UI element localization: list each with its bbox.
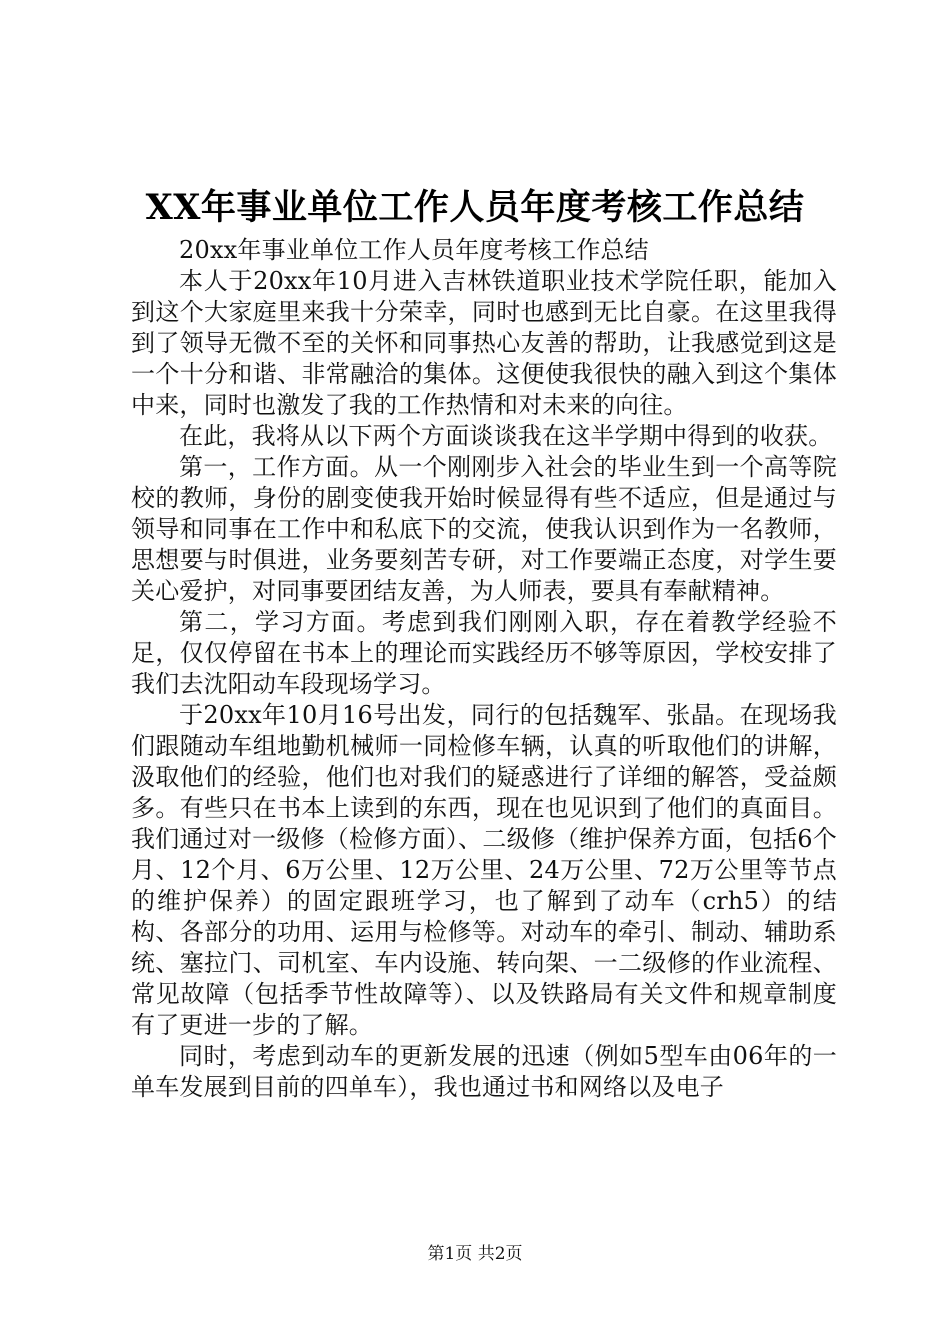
body-paragraph: 20xx年事业单位工作人员年度考核工作总结 (179, 236, 649, 264)
document-title: XX年事业单位工作人员年度考核工作总结 (145, 187, 805, 228)
page-footer: 第1页 共2页 (427, 1244, 523, 1264)
body-paragraph: 同时，考虑到动车的更新发展的迅速（例如5型车由06年的一单车发展到目前的四单车），我也通过书和网络以及电子 (131, 1042, 837, 1101)
body-paragraph: 于20xx年10月16号出发，同行的包括魏军、张晶。在现场我们跟随动车组地勤机械师一同检修车辆，认真的听取他们的讲解，汲取他们的经验，他们也对我们的疑惑进行了详细的解答，受益颇多。有些只在书本上读到的东西，现在也见识到了他们的真面目。我们通过对一级修（检修方面）、二级修（维护保养方面，包括6个月、12个月、6万公里、12万公里、24万公里、72万公里等节点的维护保养）的固定跟班学习，也了解到了动车（crh5）的结构、各部分的功用、运用与检修等。对动车的牵引、制动、辅助系统、塞拉门、司机室、车内设施、转向架、一二级修的作业流程、常见故障（包括季节性故障等）、以及铁路局有关文件和规章制度有了更进一步的了解。 (131, 701, 837, 1039)
body-paragraph: 本人于20xx年10月进入吉林铁道职业技术学院任职，能加入到这个大家庭里来我十分荣幸，同时也感到无比自豪。在这里我得到了领导无微不至的关怀和同事热心友善的帮助，让我感觉到这是一个十分和谐、非常融洽的集体。这便使我很快的融入到这个集体中来，同时也激发了我的工作热情和对未来的向往。 (131, 267, 837, 419)
body-paragraph: 在此，我将从以下两个方面谈谈我在这半学期中得到的收获。 (179, 422, 833, 450)
document-body (131, 235, 837, 1103)
body-paragraph: 第二，学习方面。考虑到我们刚刚入职，存在着教学经验不足，仅仅停留在书本上的理论而实践经历不够等原因，学校安排了我们去沈阳动车段现场学习。 (131, 608, 837, 698)
body-paragraph: 第一，工作方面。从一个刚刚步入社会的毕业生到一个高等院校的教师，身份的剧变使我开始时候显得有些不适应，但是通过与领导和同事在工作中和私底下的交流，使我认识到作为一名教师，思想要与时俱进，业务要刻苦专研，对工作要端正态度，对学生要关心爱护，对同事要团结友善，为人师表，要具有奉献精神。 (131, 453, 837, 605)
